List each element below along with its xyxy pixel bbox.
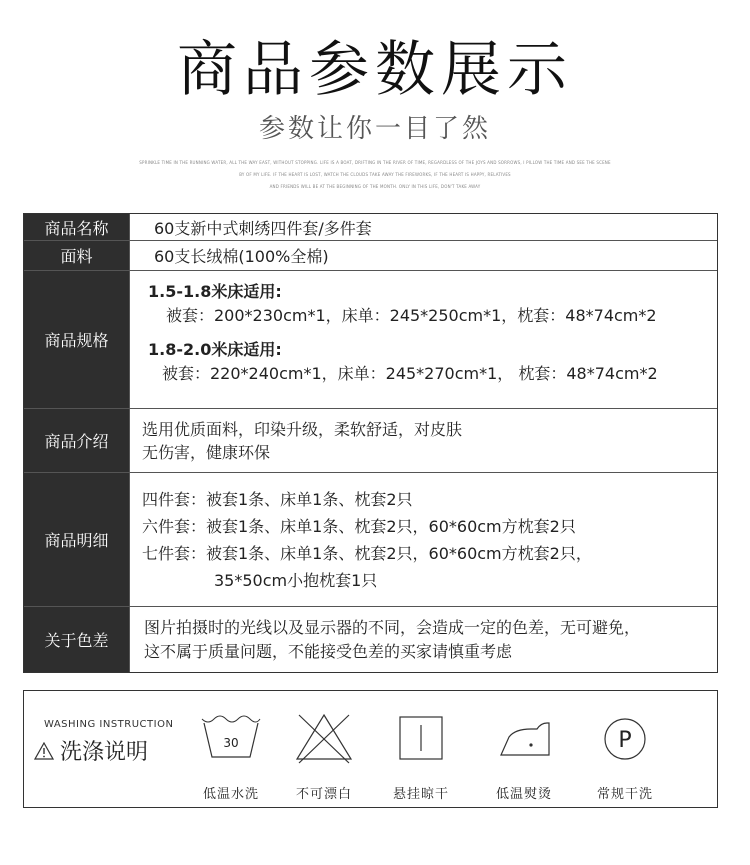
detail-line: 四件套：被套1条、床单1条、枕套2只 [142,489,413,509]
spec-value [130,241,717,270]
intro-line: 选用优质面料，印染升级，柔软舒适，对皮肤 [142,419,463,439]
spec-label: 面料 [24,241,130,270]
color-note-line: 图片拍摄时的光线以及显示器的不同，会造成一定的色差，无可避免， [144,617,641,637]
spec-value [130,409,717,472]
low-iron-icon [479,709,569,765]
spec-label: 商品规格 [24,271,130,408]
spec-value [130,271,717,408]
spec-label: 商品介绍 [24,409,130,472]
spec-table [23,213,718,673]
size-group-title: 1.5-1.8米床适用: [148,282,282,301]
page-title: 商品参数展示 [177,35,573,105]
spec-row-color [24,607,717,672]
spec-value [130,473,717,606]
spec-label: 商品明细 [24,473,130,606]
spec-label: 商品名称 [24,214,130,240]
wash-tub-icon [186,709,276,765]
size-group [148,281,705,329]
fine-print-line: BY OF MY LIFE. IF THE HEART IS LOST, WATCH THE CLOUDS TAKE AWAY THE FIREWORKS, IF THE HEART IS HAPPY, RELATIVES [239,172,511,177]
spec-label: 关于色差 [24,607,130,672]
wash-label: 悬挂晾干 [392,787,449,802]
detail-line: 七件套：被套1条、床单1条、枕套2只，60*60cm方枕套2只， [142,543,592,563]
spec-row-detail [24,473,717,607]
size-group-line: 被套：200*230cm*1，床单：245*250cm*1，枕套：48*74cm*2 [166,306,657,325]
fabric-value: 60支长绒棉(100%全棉) [154,247,329,266]
fine-print-line: AND FRIENDS WILL BE AT THE BEGINNING OF THE MONTH. ONLY IN THIS LIFE, DON'T TAKE AWAY [269,184,481,189]
wash-label: 常规干洗 [596,787,653,802]
no-bleach-icon [279,709,369,765]
wash-label: 低温水洗 [202,787,259,802]
spec-row-fabric [24,241,717,271]
size-group [148,339,705,387]
washing-title-cn [34,735,148,766]
dry-clean-symbol: P [618,728,632,753]
spec-value [130,607,717,672]
size-group-line: 被套：220*240cm*1，床单：245*270cm*1， 枕套：48*74cm*2 [162,364,658,383]
spec-value [130,214,717,240]
hang-dry-icon [376,709,466,765]
spec-row-name [24,214,717,241]
intro-line: 无伤害，健康环保 [142,442,271,462]
wash-label: 低温熨烫 [495,787,552,802]
warning-icon [34,742,54,760]
washing-title-en: WASHING INSTRUCTION [44,719,174,730]
spec-row-intro [24,409,717,473]
wash-temp: 30 [223,736,239,750]
color-note-line: 这不属于质量问题，不能接受色差的买家请慎重考虑 [144,641,513,661]
washing-panel [23,690,718,808]
wash-label: 不可漂白 [295,787,352,802]
product-name: 60支新中式刺绣四件套/多件套 [154,218,372,238]
washing-title-cn-text: 洗涤说明 [60,740,149,765]
size-group-title: 1.8-2.0米床适用: [148,340,282,359]
page-subtitle: 参数让你一目了然 [258,114,491,144]
detail-line: 六件套：被套1条、床单1条、枕套2只，60*60cm方枕套2只 [142,516,576,536]
spec-row-size [24,271,717,409]
dry-clean-icon [580,709,670,765]
detail-line: 35*50cm小抱枕套1只 [214,570,378,590]
fine-print-line: SPRINKLE TIME IN THE RUNNING WATER, ALL THE WAY EAST, WITHOUT STOPPING. LIFE IS A BOAT, DRIFTING IN THE RIVER OF TIME, REGARDLESS OF THE JOYS AND SORROWS, I PILLOW THE TIME AND SEE THE SCENE [139,160,611,165]
